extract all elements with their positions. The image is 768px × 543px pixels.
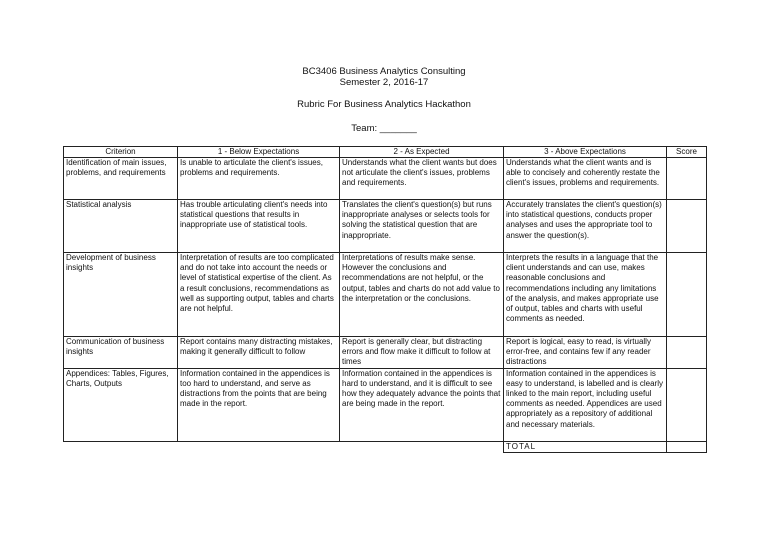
- blank-cell: [64, 441, 178, 452]
- below-cell: Is unable to articulate the client's issues, problems and requirements.: [178, 158, 340, 200]
- semester-label: Semester 2, 2016-17: [339, 77, 429, 88]
- table-header-row: [64, 147, 707, 158]
- column-header-criterion: Criterion: [64, 147, 178, 158]
- criterion-cell: Statistical analysis: [64, 200, 178, 253]
- table-row: [64, 158, 707, 200]
- column-header-score: Score: [667, 147, 707, 158]
- total-label: TOTAL: [504, 441, 667, 452]
- course-title: BC3406 Business Analytics Consulting: [302, 66, 466, 77]
- expected-cell: Interpretations of results make sense. However the conclusions and recommendations are not helpful, or the output, tables and charts do not add value to the interpretation or the conclusions.: [340, 253, 504, 337]
- expected-cell: Understands what the client wants but does not articulate the client's issues, problems and requirements.: [340, 158, 504, 200]
- rubric-title: Rubric For Business Analytics Hackathon: [297, 99, 471, 110]
- rubric-table: [63, 146, 707, 453]
- blank-cell: [178, 441, 340, 452]
- criterion-cell: Appendices: Tables, Figures, Charts, Outputs: [64, 368, 178, 441]
- criterion-cell: Development of business insights: [64, 253, 178, 337]
- expected-cell: Report is generally clear, but distracting errors and flow make it difficult to follow at times: [340, 337, 504, 369]
- expected-cell: Information contained in the appendices is hard to understand, and it is difficult to see how they adequately advance the points that are being made in the report.: [340, 368, 504, 441]
- above-cell: Report is logical, easy to read, is virtually error-free, and contains few if any reader distractions: [504, 337, 667, 369]
- below-cell: Interpretation of results are too complicated and do not take into account the needs or level of statistical expertise of the client. As a result conclusions, recommendations as well as supporting output, tables and charts are not helpful.: [178, 253, 340, 337]
- team-field: Team: _______: [351, 123, 417, 134]
- below-cell: Has trouble articulating client's needs into statistical questions that results in inappropriate use of statistical tools.: [178, 200, 340, 253]
- table-row: [64, 337, 707, 369]
- score-cell[interactable]: [667, 337, 707, 369]
- table-row: [64, 368, 707, 441]
- below-cell: Information contained in the appendices is too hard to understand, and serve as distractions from the points that are being made in the report.: [178, 368, 340, 441]
- table-row: [64, 253, 707, 337]
- score-cell[interactable]: [667, 158, 707, 200]
- blank-cell: [340, 441, 504, 452]
- above-cell: Interprets the results in a language that the client understands and can use, makes reasonable conclusions and recommendations including any limitations of the analysis, and makes appropriate use of output, tables and charts with useful comments as needed.: [504, 253, 667, 337]
- criterion-cell: Identification of main issues, problems, and requirements: [64, 158, 178, 200]
- column-header-expected: 2 - As Expected: [340, 147, 504, 158]
- above-cell: Accurately translates the client's question(s) into statistical questions, conducts proper analyses and uses the appropriate tool to answer the question(s).: [504, 200, 667, 253]
- total-row: [64, 441, 707, 452]
- expected-cell: Translates the client's question(s) but runs inappropriate analyses or selects tools for solving the statistical question that are inappropriate.: [340, 200, 504, 253]
- score-cell[interactable]: [667, 368, 707, 441]
- below-cell: Report contains many distracting mistakes, making it generally difficult to follow: [178, 337, 340, 369]
- score-cell[interactable]: [667, 253, 707, 337]
- column-header-above: 3 - Above Expectations: [504, 147, 667, 158]
- above-cell: Information contained in the appendices is easy to understand, is labelled and is clearly linked to the main report, including useful comments as needed. Appendices are used appropriately as a repository of additional and necessary materials.: [504, 368, 667, 441]
- total-score-cell[interactable]: [667, 441, 707, 452]
- above-cell: Understands what the client wants and is able to concisely and coherently restate the client's issues, problems and requirements.: [504, 158, 667, 200]
- score-cell[interactable]: [667, 200, 707, 253]
- criterion-cell: Communication of business insights: [64, 337, 178, 369]
- column-header-below: 1 - Below Expectations: [178, 147, 340, 158]
- table-row: [64, 200, 707, 253]
